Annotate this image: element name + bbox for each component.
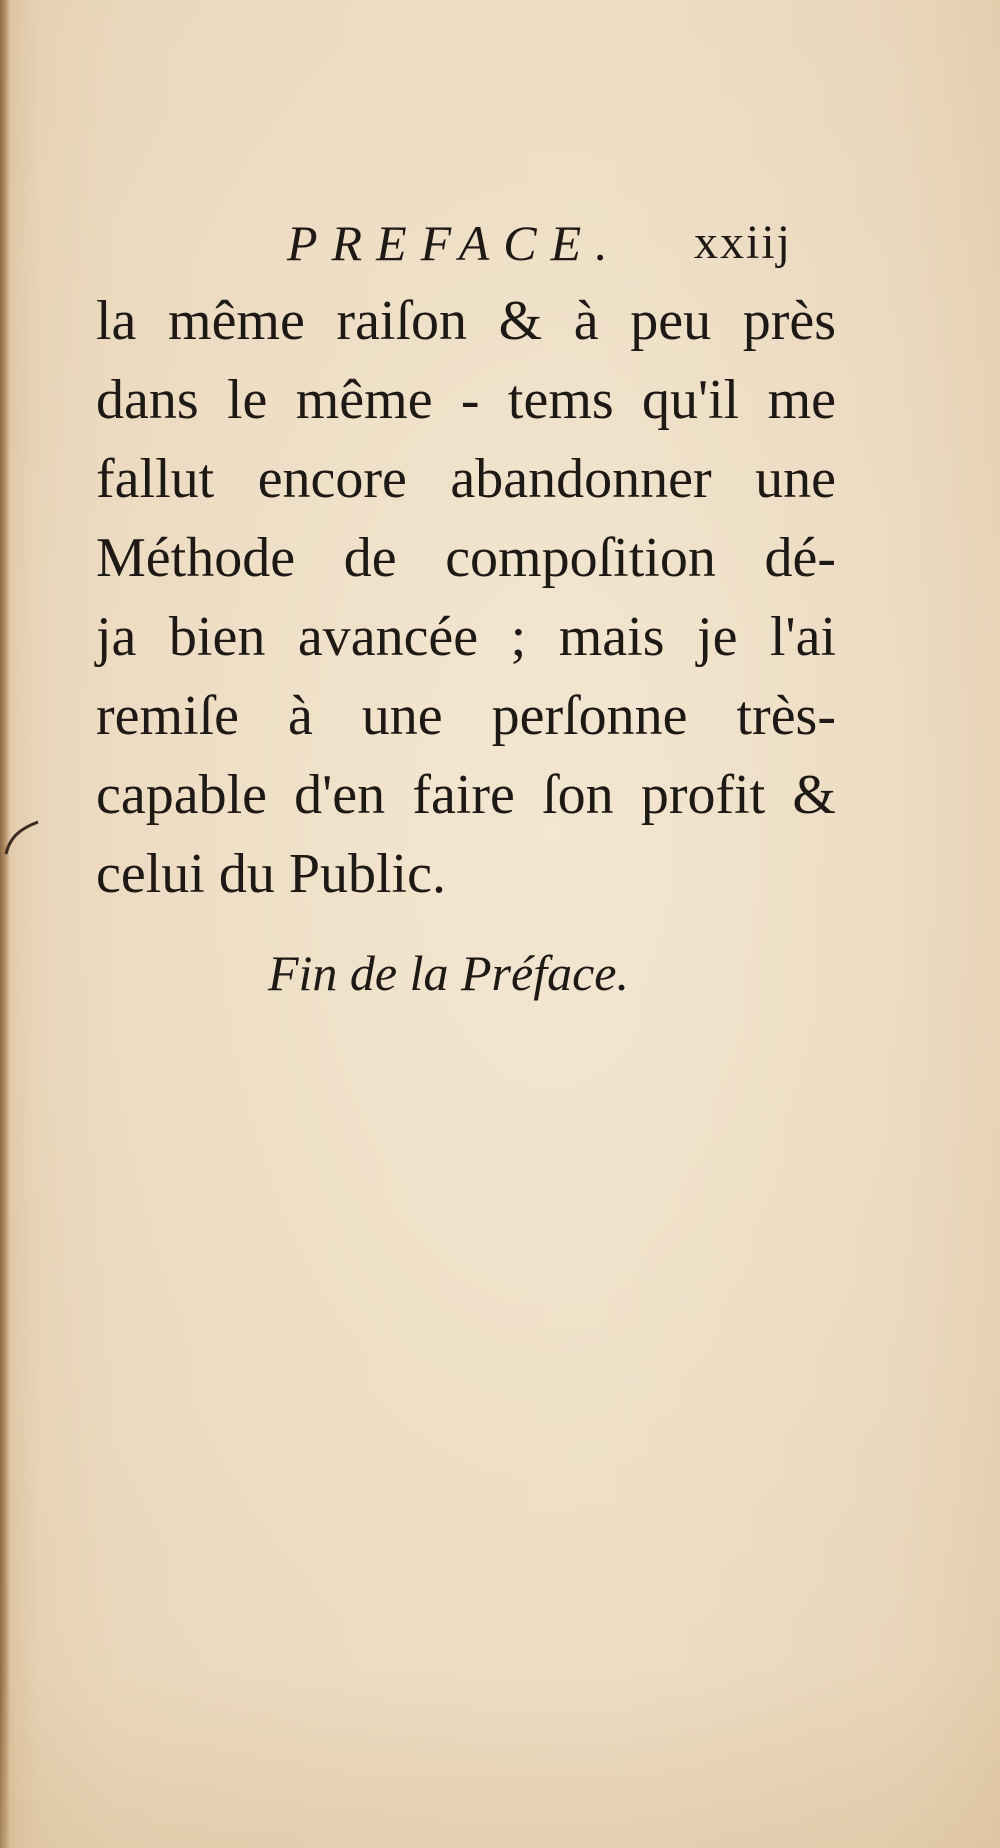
- colophon: Fin de la Préface.: [268, 945, 629, 1001]
- running-title: PREFACE.: [287, 215, 622, 271]
- text-line: la même raiſon & à peu près: [96, 290, 836, 352]
- text-line: capable d'en faire ſon profit &: [96, 764, 836, 826]
- text-line: celui du Public.: [96, 843, 446, 905]
- page-number: xxiij: [694, 216, 793, 269]
- text-line: ja bien avancée ; mais je l'ai: [96, 606, 836, 668]
- text-line: dans le même - tems qu'il me: [96, 369, 836, 431]
- page-edge-stain: [2, 818, 42, 858]
- body-text: [96, 282, 836, 914]
- text-line: Méthode de compoſition dé-: [96, 527, 836, 589]
- page-header: [0, 208, 1000, 278]
- text-line: fallut encore abandonner une: [96, 448, 836, 510]
- text-line: remiſe à une perſonne très-: [96, 685, 836, 747]
